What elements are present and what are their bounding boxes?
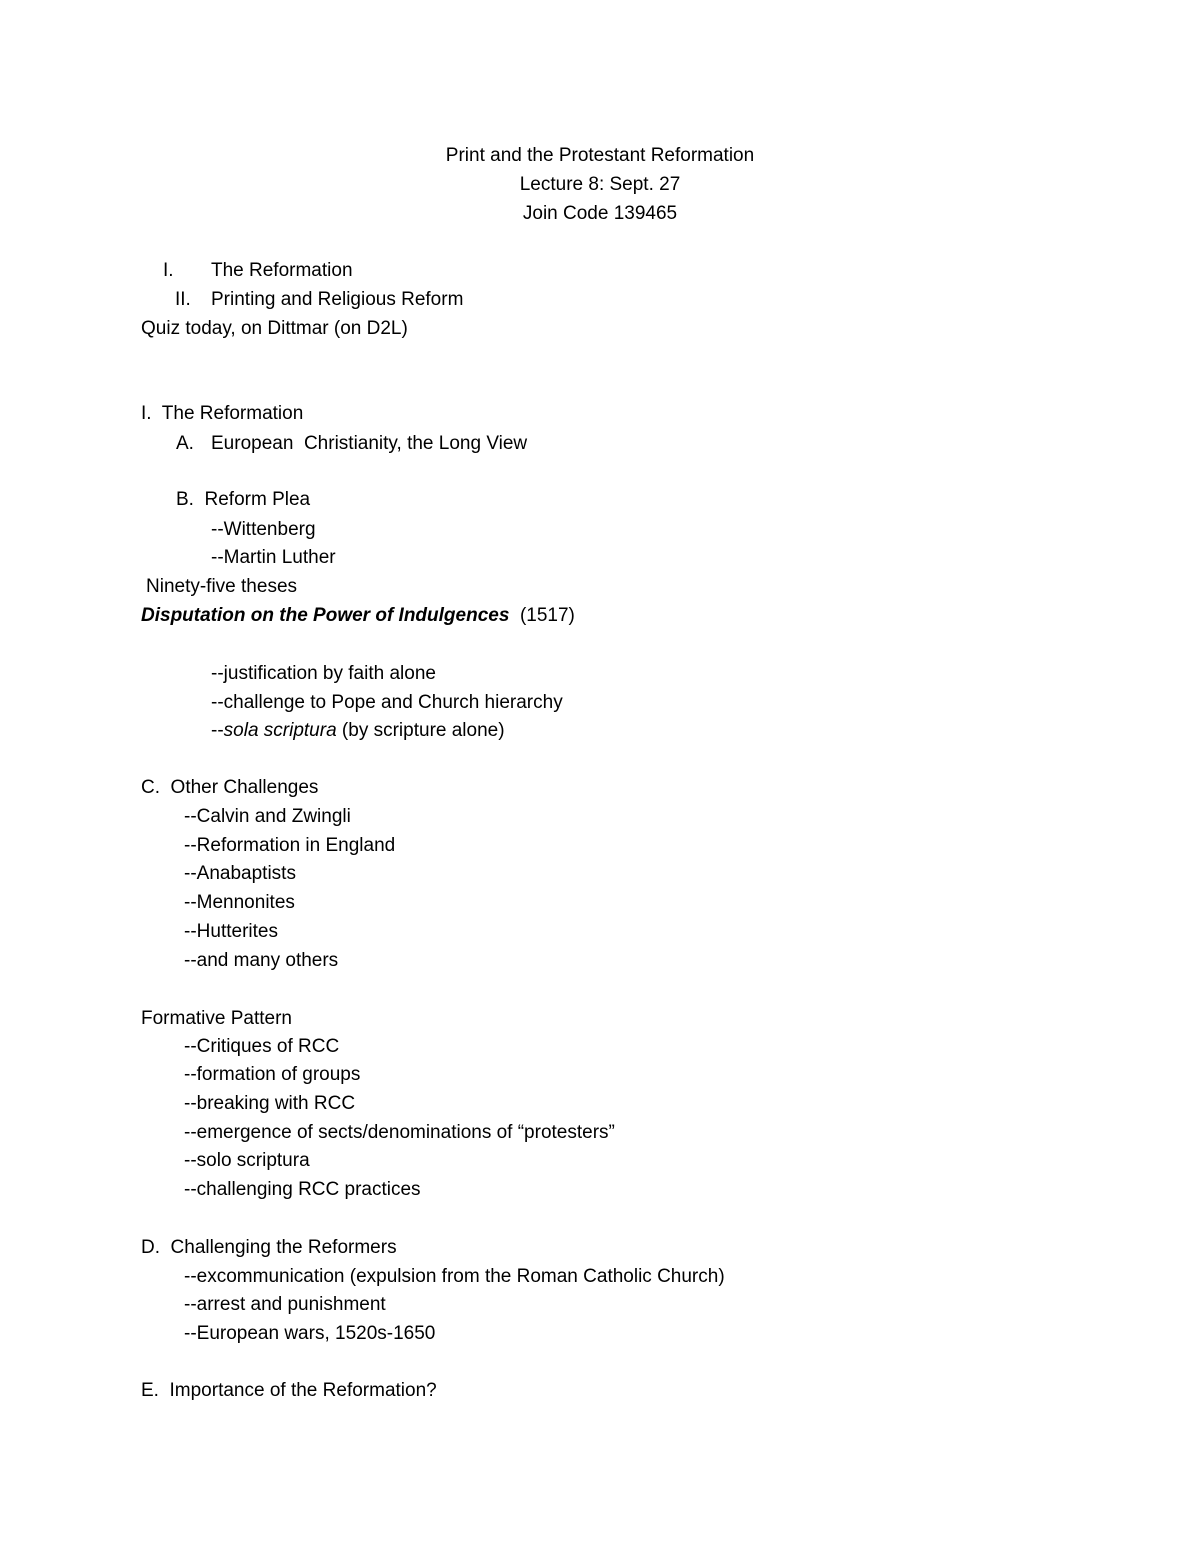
list-item: --Anabaptists xyxy=(184,863,296,884)
list-item: --Wittenberg xyxy=(211,519,316,540)
subsection-heading: C. Other Challenges xyxy=(141,777,319,798)
outline-numeral: I. xyxy=(163,260,174,281)
list-item: --Hutterites xyxy=(184,921,278,942)
list-item xyxy=(211,719,505,743)
list-item: --excommunication (expulsion from the Roman Catholic Church) xyxy=(184,1266,725,1287)
disputation-line xyxy=(141,604,575,628)
quiz-note: Quiz today, on Dittmar (on D2L) xyxy=(141,318,408,339)
outline-numeral: II. xyxy=(175,289,191,310)
list-item: --Calvin and Zwingli xyxy=(184,806,351,827)
list-item: --breaking with RCC xyxy=(184,1093,356,1114)
disputation-year: (1517) xyxy=(509,605,575,626)
list-item: --Martin Luther xyxy=(211,547,336,568)
list-item: --challenge to Pope and Church hierarchy xyxy=(211,692,563,713)
sola-scriptura: sola scriptura xyxy=(223,720,337,741)
lecture-date: Lecture 8: Sept. 27 xyxy=(519,174,681,195)
outline-item: The Reformation xyxy=(211,260,353,281)
list-item: --formation of groups xyxy=(184,1064,361,1085)
disputation-title: Disputation on the Power of Indulgences xyxy=(141,605,510,626)
subsection-heading: E. Importance of the Reformation? xyxy=(141,1380,437,1401)
subsection-heading: D. Challenging the Reformers xyxy=(141,1237,397,1258)
outline-item: Printing and Religious Reform xyxy=(211,289,464,310)
list-item: --solo scriptura xyxy=(184,1150,310,1171)
subsection-heading: European Christianity, the Long View xyxy=(211,433,528,454)
subsection-marker: A. xyxy=(176,433,194,454)
list-item: --emergence of sects/denominations of “protesters” xyxy=(184,1122,615,1143)
list-item: --challenging RCC practices xyxy=(184,1179,421,1200)
dash-prefix: -- xyxy=(211,720,224,741)
list-item: --and many others xyxy=(184,950,339,971)
document-title: Print and the Protestant Reformation xyxy=(445,145,755,166)
list-item: --Critiques of RCC xyxy=(184,1036,340,1057)
text-line: Ninety-five theses xyxy=(146,576,298,597)
subsection-heading: B. Reform Plea xyxy=(176,489,311,510)
list-item: --arrest and punishment xyxy=(184,1294,386,1315)
list-item: --European wars, 1520s-1650 xyxy=(184,1323,436,1344)
list-item: --Mennonites xyxy=(184,892,295,913)
section-heading: I. The Reformation xyxy=(141,403,304,424)
list-item: --justification by faith alone xyxy=(211,663,436,684)
subsection-heading: Formative Pattern xyxy=(141,1008,292,1029)
list-item: --Reformation in England xyxy=(184,835,396,856)
sola-gloss: (by scripture alone) xyxy=(336,720,505,741)
join-code: Join Code 139465 xyxy=(522,203,678,224)
